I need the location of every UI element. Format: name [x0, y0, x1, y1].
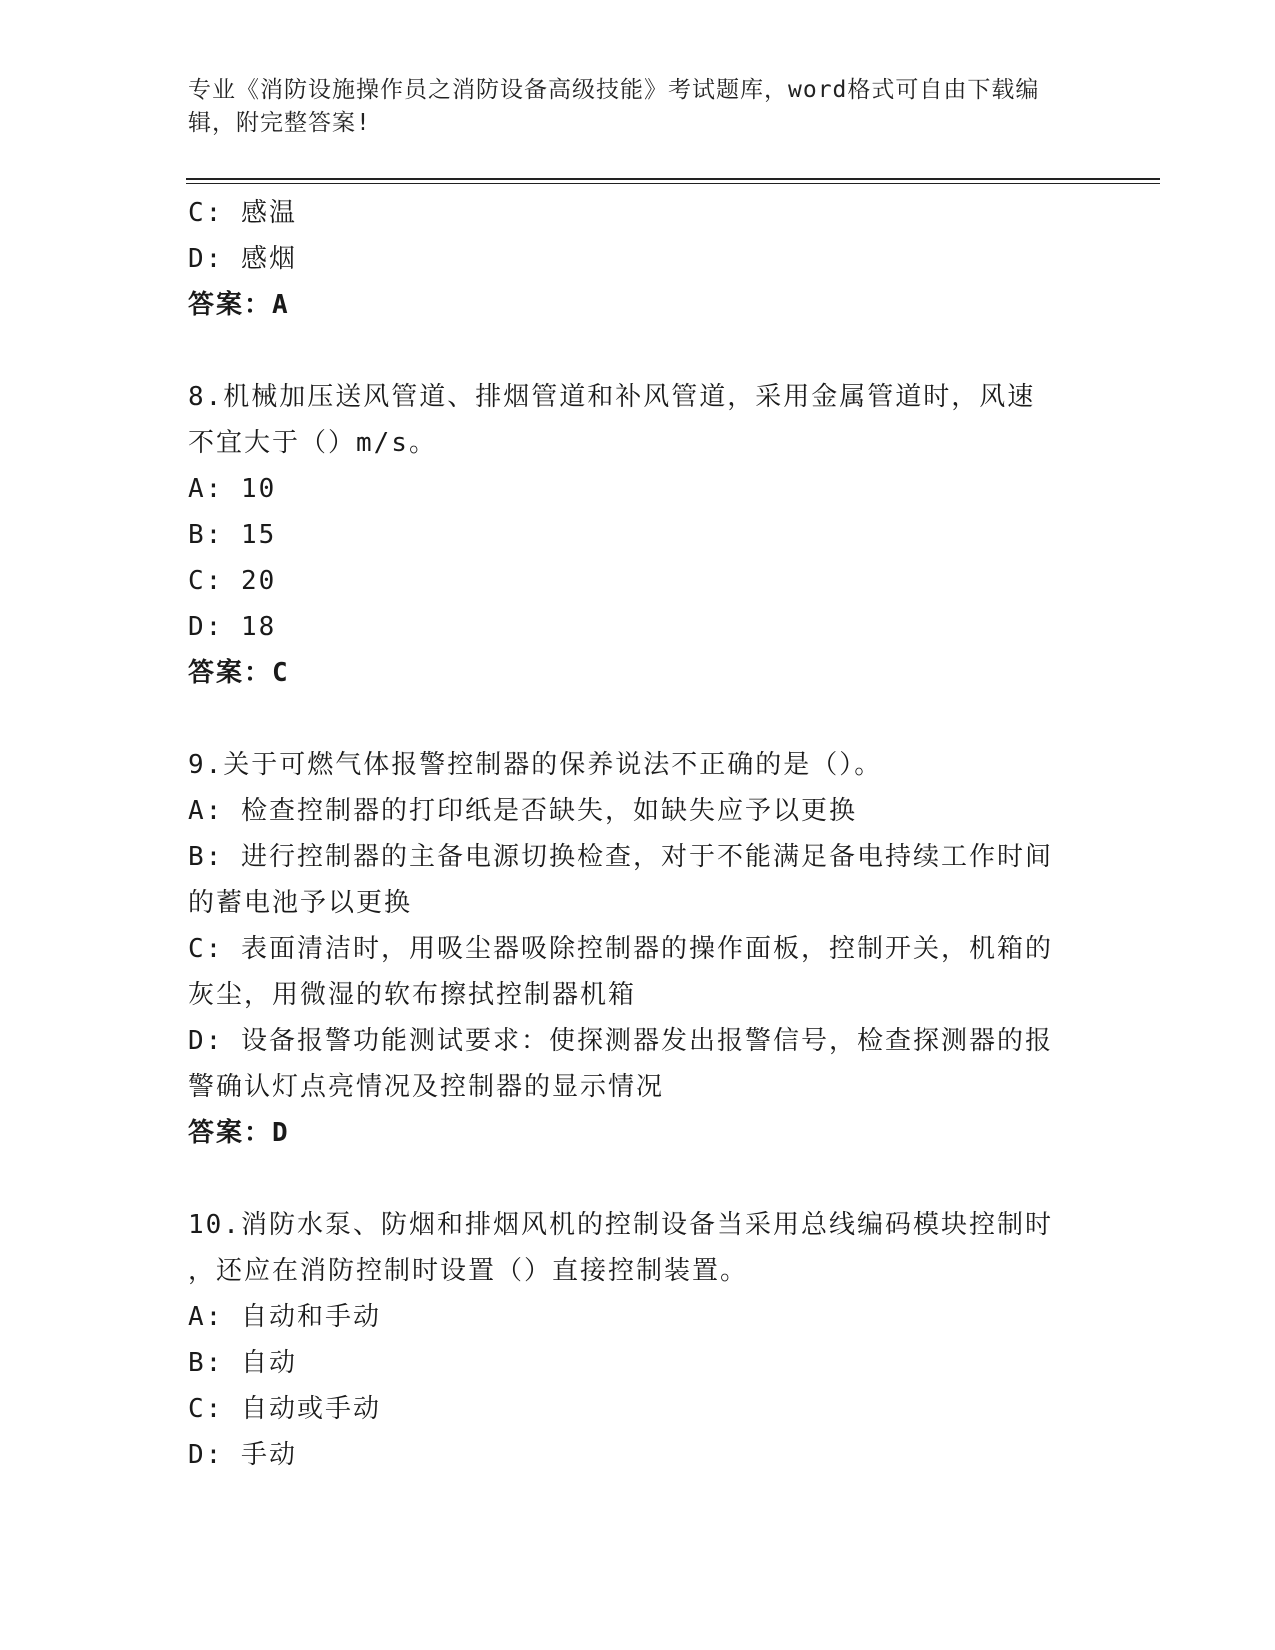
header-line-2: 辑，附完整答案!: [188, 110, 371, 136]
question-9: [188, 742, 1088, 1156]
header-divider-thin: [186, 183, 1160, 184]
question-list: [188, 190, 1088, 1478]
option-d-cont: 警确认灯点亮情况及控制器的显示情况: [188, 1072, 665, 1102]
question-stem: 9.关于可燃气体报警控制器的保养说法不正确的是（）。: [188, 750, 883, 780]
option-d: D: 设备报警功能测试要求：使探测器发出报警信号，检查探测器的报: [188, 1026, 1053, 1056]
option-b-cont: 的蓄电池予以更换: [188, 888, 413, 918]
question-stem-cont: 不宜大于（）m/s。: [188, 428, 437, 458]
question-stem: 8.机械加压送风管道、排烟管道和补风管道，采用金属管道时，风速: [188, 382, 1036, 412]
document-header: [188, 74, 1068, 140]
option-a: A: 检查控制器的打印纸是否缺失，如缺失应予以更换: [188, 796, 857, 826]
question-stem: 10.消防水泵、防烟和排烟风机的控制设备当采用总线编码模块控制时: [188, 1210, 1053, 1240]
option-c: C: 自动或手动: [188, 1394, 381, 1424]
option-a: A: 10: [188, 474, 277, 504]
header-divider-thick: [186, 178, 1160, 180]
question-8: [188, 374, 1088, 696]
option-c-cont: 灰尘，用微湿的软布擦拭控制器机箱: [188, 980, 637, 1010]
answer-line: 答案：A: [188, 290, 290, 320]
answer-line: 答案：C: [188, 658, 290, 688]
option-c: C: 感温: [188, 198, 297, 228]
question-7-tail: [188, 190, 1088, 328]
option-a: A: 自动和手动: [188, 1302, 381, 1332]
option-d: D: 手动: [188, 1440, 297, 1470]
option-b: B: 进行控制器的主备电源切换检查，对于不能满足备电持续工作时间: [188, 842, 1053, 872]
answer-line: 答案：D: [188, 1118, 290, 1148]
option-d: D: 感烟: [188, 244, 297, 274]
option-d: D: 18: [188, 612, 277, 642]
question-stem-cont: ，还应在消防控制时设置（）直接控制装置。: [188, 1256, 749, 1286]
option-c: C: 表面清洁时，用吸尘器吸除控制器的操作面板，控制开关，机箱的: [188, 934, 1053, 964]
option-c: C: 20: [188, 566, 277, 596]
option-b: B: 15: [188, 520, 277, 550]
question-10: [188, 1202, 1088, 1478]
header-line-1: 专业《消防设施操作员之消防设备高级技能》考试题库，word格式可自由下载编: [188, 77, 1040, 103]
option-b: B: 自动: [188, 1348, 297, 1378]
